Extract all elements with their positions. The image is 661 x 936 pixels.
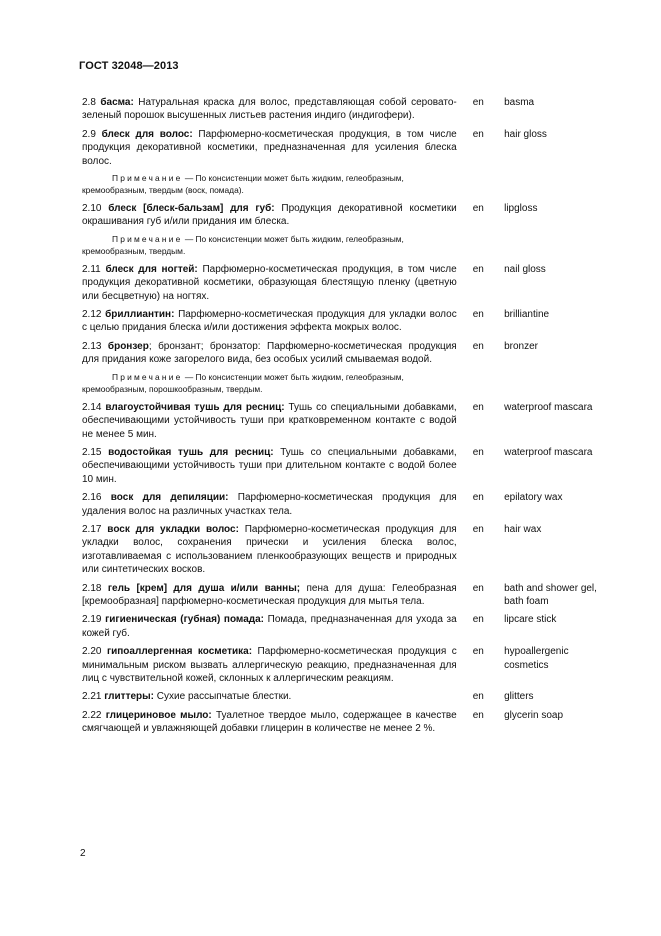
term-name: блеск для ногтей: <box>105 263 198 275</box>
term-definition: 2.11 блеск для ногтей: Парфюмерно-косметическая продукция, в том числе продукция декоративной косметики, образующая блестящую пленку (цветную или бесцветную) на ногтях. <box>82 263 457 302</box>
term-definition: 2.15 водостойкая тушь для ресниц: Тушь со специальными добавками, обеспечивающими устойчивость туши при длительном контакте с водой более 10 мин. <box>82 446 457 485</box>
english-equivalent: glitters <box>504 691 534 703</box>
term-entry <box>82 645 612 685</box>
english-equivalent: lipcare stick <box>504 614 557 626</box>
term-name: водостойкая тушь для ресниц: <box>108 446 274 458</box>
term-name: блеск [блеск-бальзам] для губ: <box>108 203 275 215</box>
language-code: en <box>472 203 484 215</box>
language-code: en <box>472 582 484 594</box>
term-entry <box>82 690 612 703</box>
term-entry <box>82 613 612 640</box>
english-equivalent: basma <box>504 97 535 108</box>
language-code: en <box>472 97 484 108</box>
language-code: en <box>472 523 484 535</box>
term-definition: 2.22 глицериновое мыло: Туалетное твердое мыло, содержащее в качестве смягчающей и увлажняющей добавки глицерин в количестве не менее 2 %. <box>82 709 457 735</box>
language-code: en <box>472 614 484 626</box>
term-definition: 2.9 блеск для волос: Парфюмерно-косметическая продукция, в том числе продукция декоративной косметики, предназначенная для усиления блеска волос. <box>82 128 457 167</box>
terms-list <box>82 96 612 741</box>
language-code: en <box>472 492 484 504</box>
note-label: Примечание <box>112 173 183 184</box>
english-equivalent: lipgloss <box>504 203 538 215</box>
language-code: en <box>472 263 484 275</box>
language-code: en <box>472 401 484 413</box>
term-name: бронзер <box>107 340 149 352</box>
term-name: воск для укладки волос: <box>107 523 239 535</box>
term-name: влагоустойчивая тушь для ресниц: <box>105 401 285 413</box>
term-entry <box>82 401 612 441</box>
term-entry <box>82 340 612 367</box>
term-definition: 2.13 бронзер; бронзант; бронзатор: Парфюмерно-косметическая продукция для придания коже загорелого вида, без особых усилий смываемая водой. <box>82 340 457 366</box>
term-entry <box>82 446 612 486</box>
english-equivalent: hair wax <box>504 523 542 535</box>
term-definition: 2.10 блеск [блеск-бальзам] для губ: Продукция декоративной косметики окрашивания губ и/или придания им блеска. <box>82 203 457 228</box>
term-entry <box>82 582 612 609</box>
english-equivalent: bath and shower gel, bath foam <box>504 582 597 607</box>
term-note: Примечание — По консистенции может быть жидким, гелеобразным, кремообразным, порошкообразным, твердым. <box>82 371 404 394</box>
term-name: воск для депиляции: <box>110 492 229 504</box>
term-entry <box>82 491 612 518</box>
term-entry <box>82 308 612 335</box>
term-definition: 2.20 гипоаллергенная косметика: Парфюмерно-косметическая продукция с минимальным риском вызвать аллергическую реакцию, предназначенная для лиц с чувствительной кожей, склонных к аллергическим реакциям. <box>82 646 457 684</box>
term-note: Примечание — По консистенции может быть жидким, гелеобразным, кремообразным, твердым. <box>82 233 404 256</box>
language-code: en <box>472 709 484 721</box>
term-name: блеск для волос: <box>101 128 193 140</box>
term-definition: 2.8 басма: Натуральная краска для волос, представляющая собой серовато-зеленый порошок высушенных листьев растения индиго (индигофери). <box>82 97 457 122</box>
term-definition: 2.12 бриллиантин: Парфюмерно-косметическая продукция для укладки волос с целью придания блеска и/или достижения эффекта мокрых волос. <box>82 309 457 334</box>
english-equivalent: hair gloss <box>504 128 547 140</box>
term-entry <box>82 263 612 303</box>
english-equivalent: brilliantine <box>504 309 550 321</box>
term-note: Примечание — По консистенции может быть жидким, гелеобразным, кремообразным, твердым (воск, помада). <box>82 173 404 196</box>
language-code: en <box>472 309 484 321</box>
english-equivalent: bronzer <box>504 340 538 352</box>
term-definition: 2.18 гель [крем] для душа и/или ванны; пена для душа: Гелеобразная [кремообразная] парфюмерно-косметическая продукция для мытья тела. <box>82 582 457 607</box>
language-code: en <box>472 340 484 352</box>
term-definition: 2.19 гигиеническая (губная) помада: Помада, предназначенная для ухода за кожей губ. <box>82 614 457 639</box>
note-label: Примечание <box>112 371 183 382</box>
language-code: en <box>472 646 484 658</box>
note-label: Примечание <box>112 233 183 244</box>
term-name: глиттеры: <box>104 691 155 703</box>
term-entry <box>82 128 612 168</box>
language-code: en <box>472 691 484 703</box>
term-entry <box>82 202 612 229</box>
term-name: бриллиантин: <box>105 309 175 321</box>
term-definition: 2.17 воск для укладки волос: Парфюмерно-косметическая продукция для укладки волос, сохранения прически и усиления блеска волос, изготавливаемая с использованием пленкообразующих веществ и природных или синтетических восков. <box>82 523 457 576</box>
standard-header: ГОСТ 32048—2013 <box>79 60 179 72</box>
term-name: глицериновое мыло: <box>105 709 212 721</box>
language-code: en <box>472 446 484 458</box>
language-code: en <box>472 128 484 140</box>
term-definition: 2.14 влагоустойчивая тушь для ресниц: Тушь со специальными добавками, обеспечивающими устойчивость туши при кратковременном контакте с водой не менее 5 мин. <box>82 401 457 440</box>
term-entry <box>82 96 612 123</box>
term-definition: 2.16 воск для депиляции: Парфюмерно-косметическая продукция для удаления волос на различных участках тела. <box>82 492 457 517</box>
english-equivalent: hypoallergenic cosmetics <box>504 646 569 671</box>
term-definition: 2.21 глиттеры: Сухие рассыпчатые блестки. <box>82 691 292 703</box>
term-entry <box>82 709 612 736</box>
term-name: гигиеническая (губная) помада: <box>105 614 264 626</box>
term-name: гипоаллергенная косметика: <box>106 646 253 658</box>
term-name: гель [крем] для душа и/или ванны; <box>107 582 301 594</box>
english-equivalent: waterproof mascara <box>504 401 593 413</box>
english-equivalent: nail gloss <box>504 263 546 275</box>
english-equivalent: glycerin soap <box>504 709 564 721</box>
english-equivalent: waterproof mascara <box>504 446 593 458</box>
english-equivalent: epilatory wax <box>504 492 563 504</box>
term-entry <box>82 523 612 577</box>
term-name: басма: <box>100 97 134 108</box>
page-number: 2 <box>80 848 86 859</box>
